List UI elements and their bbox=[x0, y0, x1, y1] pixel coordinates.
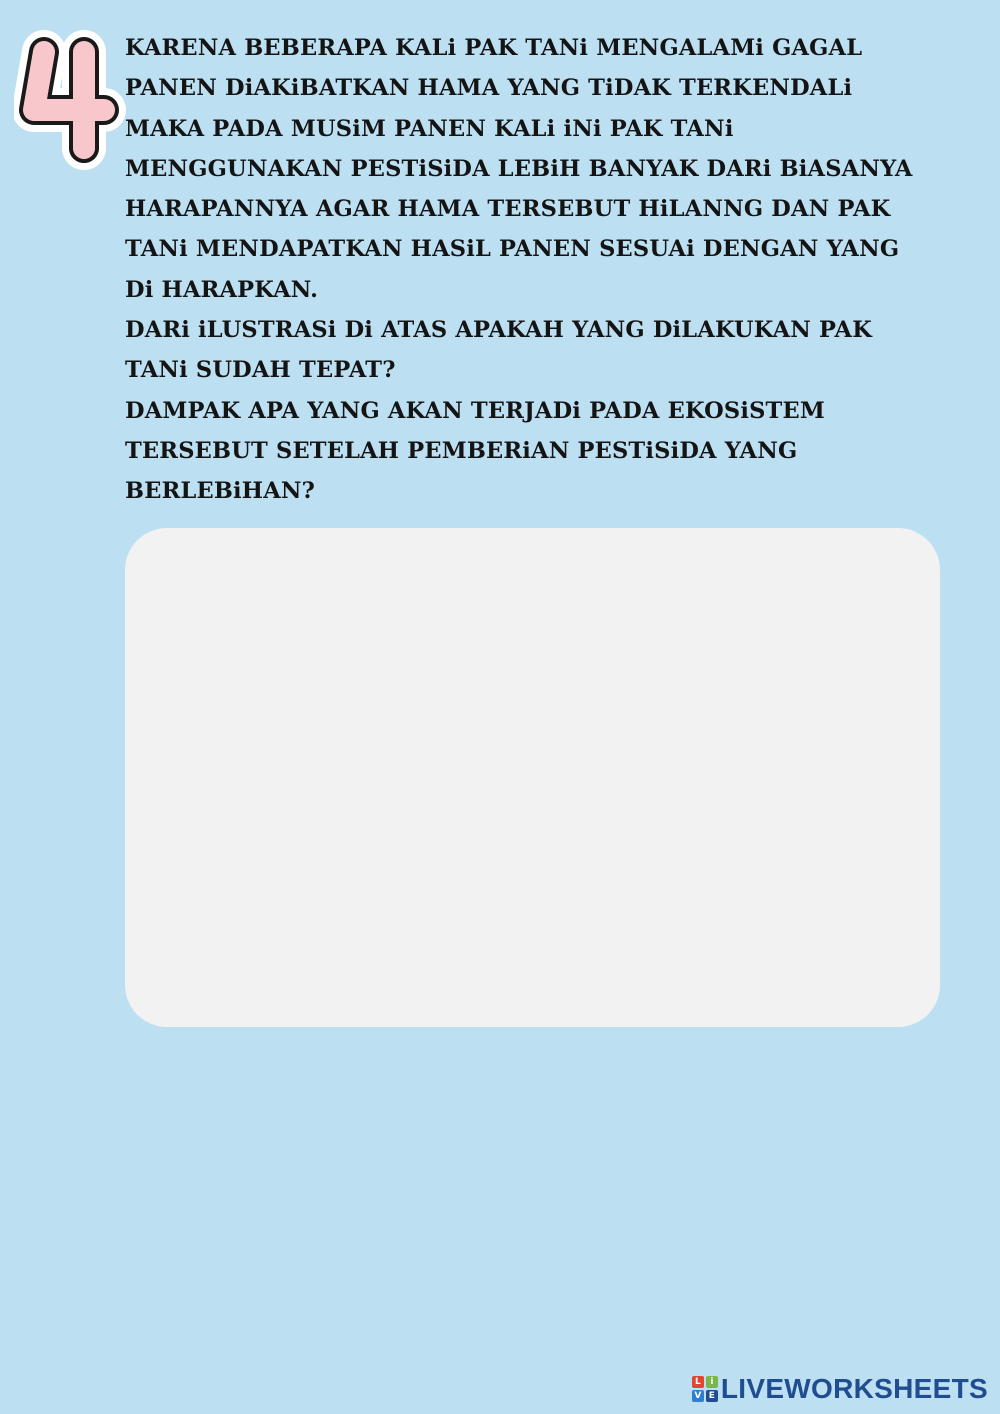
question-line: TANi SUDAH TEPAT? bbox=[125, 357, 396, 384]
liveworksheets-brand bbox=[692, 1374, 988, 1404]
logo-tile: E bbox=[706, 1390, 718, 1402]
logo-tile: i bbox=[706, 1376, 718, 1388]
logo-tile: V bbox=[692, 1390, 704, 1402]
question-line: TERSEBUT SETELAH PEMBERiAN PESTiSiDA YANG bbox=[125, 437, 798, 464]
question-line: TANi MENDAPATKAN HASiL PANEN SESUAi DENGAN YANG bbox=[125, 236, 900, 263]
question-number: 4 bbox=[14, 30, 15, 31]
brand-name: LIVEWORKSHEETS bbox=[720, 1373, 988, 1404]
question-line: MAKA PADA MUSiM PANEN KALi iNi PAK TANi bbox=[125, 115, 734, 142]
question-line: PANEN DiAKiBATKAN HAMA YANG TiDAK TERKENDALi bbox=[125, 75, 853, 102]
question-text bbox=[125, 28, 925, 512]
question-line: HARAPANNYA AGAR HAMA TERSEBUT HiLANNG DAN PAK bbox=[125, 196, 891, 223]
question-line: Di HARAPKAN. bbox=[125, 276, 319, 303]
answer-input[interactable] bbox=[125, 528, 940, 1027]
question-line: DARi iLUSTRASi Di ATAS APAKAH YANG DiLAKUKAN PAK bbox=[125, 317, 872, 344]
question-line: DAMPAK APA YANG AKAN TERJADi PADA EKOSiSTEM bbox=[125, 397, 825, 424]
question-line: BERLEBiHAN? bbox=[125, 478, 316, 505]
question-line: KARENA BEBERAPA KALi PAK TANi MENGALAMi GAGAL bbox=[125, 35, 863, 61]
question-line: MENGGUNAKAN PESTiSiDA LEBiH BANYAK DARi BiASANYA bbox=[125, 155, 913, 182]
logo-tile: L bbox=[692, 1376, 704, 1388]
question-number-badge bbox=[14, 30, 126, 170]
liveworksheets-logo-icon bbox=[692, 1376, 718, 1402]
